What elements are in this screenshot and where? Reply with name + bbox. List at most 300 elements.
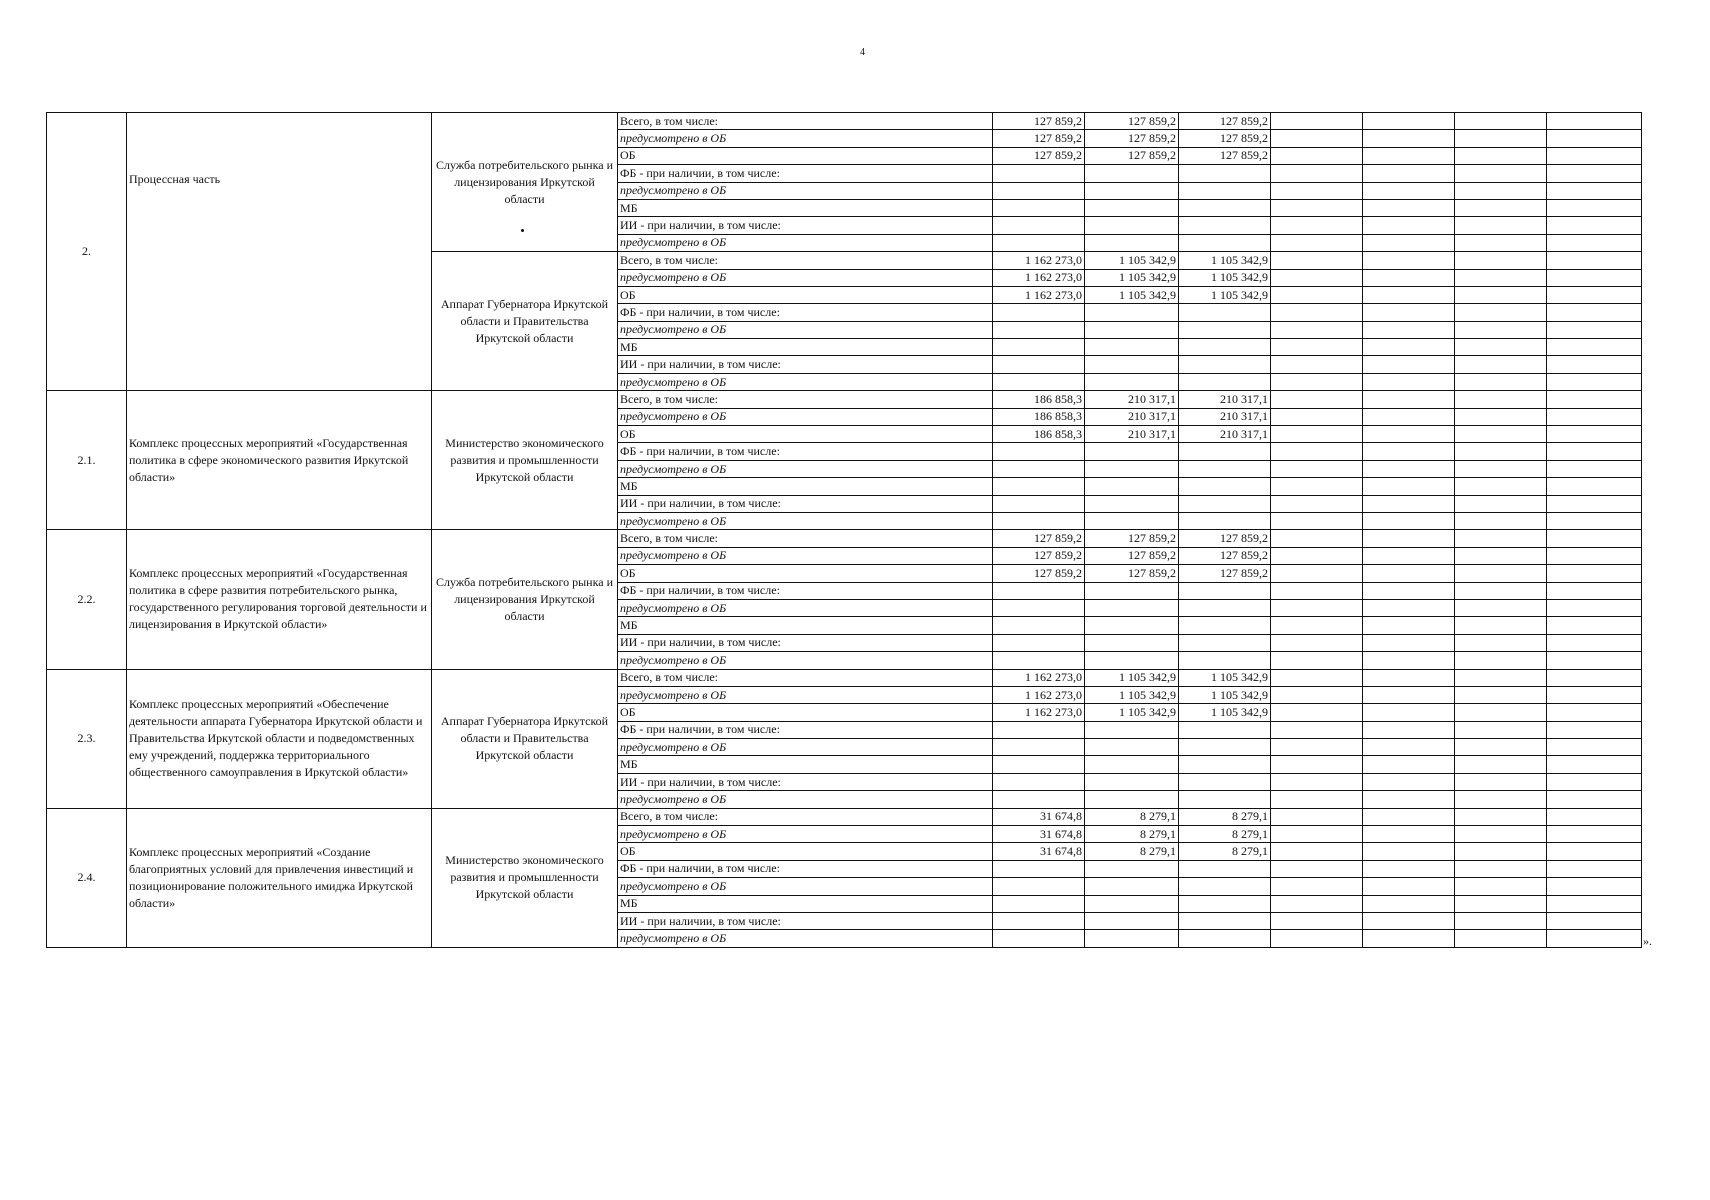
funding-source-label: предусмотрено в ОБ: [618, 460, 993, 477]
value-cell: [1085, 339, 1179, 356]
funding-source-label: предусмотрено в ОБ: [618, 547, 993, 564]
empty-cell: [1271, 304, 1363, 321]
empty-cell: [1455, 199, 1547, 216]
value-cell: [1179, 234, 1271, 251]
empty-cell: [1271, 356, 1363, 373]
value-cell: [1085, 165, 1179, 182]
funding-source-label: ФБ - при наличии, в том числе:: [618, 721, 993, 738]
value-cell: 8 279,1: [1085, 808, 1179, 825]
funding-source-label: МБ: [618, 617, 993, 634]
value-cell: 127 859,2: [993, 113, 1085, 130]
empty-cell: [1455, 895, 1547, 912]
empty-cell: [1455, 756, 1547, 773]
empty-cell: [1363, 878, 1455, 895]
value-cell: 1 105 342,9: [1179, 704, 1271, 721]
value-cell: [993, 878, 1085, 895]
empty-cell: [1271, 252, 1363, 269]
empty-cell: [1271, 860, 1363, 877]
empty-cell: [1547, 530, 1642, 547]
empty-cell: [1271, 756, 1363, 773]
table-row: [47, 530, 1642, 547]
value-cell: [1085, 617, 1179, 634]
empty-cell: [1455, 460, 1547, 477]
funding-source-label: Всего, в том числе:: [618, 391, 993, 408]
empty-cell: [1363, 617, 1455, 634]
empty-cell: [1271, 547, 1363, 564]
empty-cell: [1271, 669, 1363, 686]
empty-cell: [1547, 895, 1642, 912]
value-cell: 127 859,2: [1179, 113, 1271, 130]
value-cell: [1179, 478, 1271, 495]
empty-cell: [1547, 565, 1642, 582]
value-cell: [1179, 339, 1271, 356]
section-number: 2.: [47, 113, 127, 391]
empty-cell: [1547, 391, 1642, 408]
value-cell: 1 105 342,9: [1085, 252, 1179, 269]
value-cell: [1179, 304, 1271, 321]
value-cell: [1179, 356, 1271, 373]
executor-name: Служба потребительского рынка и лицензирования Иркутской области: [432, 530, 618, 669]
value-cell: 186 858,3: [993, 408, 1085, 425]
value-cell: [1085, 234, 1179, 251]
empty-cell: [1363, 512, 1455, 529]
value-cell: 8 279,1: [1085, 843, 1179, 860]
empty-cell: [1455, 252, 1547, 269]
value-cell: 127 859,2: [993, 147, 1085, 164]
value-cell: [993, 512, 1085, 529]
empty-cell: [1455, 669, 1547, 686]
empty-cell: [1455, 912, 1547, 929]
value-cell: [993, 199, 1085, 216]
funding-source-label: ОБ: [618, 843, 993, 860]
empty-cell: [1363, 843, 1455, 860]
empty-cell: [1455, 512, 1547, 529]
empty-cell: [1271, 912, 1363, 929]
empty-cell: [1363, 826, 1455, 843]
empty-cell: [1547, 443, 1642, 460]
value-cell: 1 105 342,9: [1085, 269, 1179, 286]
funding-source-label: ИИ - при наличии, в том числе:: [618, 773, 993, 790]
empty-cell: [1455, 373, 1547, 390]
empty-cell: [1455, 704, 1547, 721]
empty-cell: [1547, 930, 1642, 947]
value-cell: [993, 739, 1085, 756]
empty-cell: [1547, 599, 1642, 616]
funding-source-label: предусмотрено в ОБ: [618, 321, 993, 338]
funding-source-label: ОБ: [618, 704, 993, 721]
empty-cell: [1363, 565, 1455, 582]
empty-cell: [1363, 269, 1455, 286]
empty-cell: [1455, 547, 1547, 564]
value-cell: [1179, 878, 1271, 895]
empty-cell: [1547, 512, 1642, 529]
value-cell: 127 859,2: [1179, 565, 1271, 582]
empty-cell: [1455, 286, 1547, 303]
empty-cell: [1363, 460, 1455, 477]
value-cell: [1085, 478, 1179, 495]
empty-cell: [1271, 721, 1363, 738]
value-cell: 1 105 342,9: [1179, 252, 1271, 269]
empty-cell: [1363, 634, 1455, 651]
empty-cell: [1363, 165, 1455, 182]
funding-source-label: предусмотрено в ОБ: [618, 686, 993, 703]
funding-source-label: Всего, в том числе:: [618, 808, 993, 825]
value-cell: 1 162 273,0: [993, 704, 1085, 721]
empty-cell: [1363, 791, 1455, 808]
empty-cell: [1271, 182, 1363, 199]
funding-source-label: ОБ: [618, 426, 993, 443]
empty-cell: [1547, 478, 1642, 495]
empty-cell: [1547, 669, 1642, 686]
funding-source-label: предусмотрено в ОБ: [618, 512, 993, 529]
empty-cell: [1271, 426, 1363, 443]
empty-cell: [1455, 217, 1547, 234]
value-cell: [993, 582, 1085, 599]
value-cell: [993, 912, 1085, 929]
empty-cell: [1363, 860, 1455, 877]
empty-cell: [1547, 912, 1642, 929]
section-title: Комплекс процессных мероприятий «Государственная политика в сфере экономического развития Иркутской области»: [127, 391, 432, 530]
value-cell: [1179, 739, 1271, 756]
value-cell: 1 105 342,9: [1179, 686, 1271, 703]
value-cell: 1 105 342,9: [1179, 669, 1271, 686]
value-cell: [1179, 165, 1271, 182]
value-cell: [1179, 373, 1271, 390]
empty-cell: [1547, 791, 1642, 808]
empty-cell: [1363, 304, 1455, 321]
funding-source-label: Всего, в том числе:: [618, 252, 993, 269]
empty-cell: [1363, 182, 1455, 199]
table-row: [47, 113, 1642, 130]
section-number: 2.4.: [47, 808, 127, 947]
empty-cell: [1363, 669, 1455, 686]
empty-cell: [1271, 321, 1363, 338]
value-cell: [1085, 373, 1179, 390]
value-cell: 1 162 273,0: [993, 686, 1085, 703]
empty-cell: [1547, 147, 1642, 164]
value-cell: 127 859,2: [1085, 113, 1179, 130]
value-cell: [993, 617, 1085, 634]
empty-cell: [1271, 199, 1363, 216]
value-cell: [1085, 652, 1179, 669]
empty-cell: [1547, 339, 1642, 356]
empty-cell: [1271, 286, 1363, 303]
value-cell: 8 279,1: [1179, 826, 1271, 843]
empty-cell: [1547, 182, 1642, 199]
value-cell: 8 279,1: [1179, 808, 1271, 825]
value-cell: 210 317,1: [1085, 426, 1179, 443]
empty-cell: [1363, 530, 1455, 547]
empty-cell: [1547, 547, 1642, 564]
funding-source-label: Всего, в том числе:: [618, 113, 993, 130]
value-cell: [993, 652, 1085, 669]
value-cell: [1179, 460, 1271, 477]
executor-name: Министерство экономического развития и промышленности Иркутской области: [432, 808, 618, 947]
empty-cell: [1547, 739, 1642, 756]
value-cell: [1085, 599, 1179, 616]
empty-cell: [1363, 321, 1455, 338]
empty-cell: [1271, 895, 1363, 912]
closing-mark: ».: [1643, 934, 1652, 948]
empty-cell: [1363, 599, 1455, 616]
empty-cell: [1271, 617, 1363, 634]
empty-cell: [1455, 478, 1547, 495]
section-number: 2.2.: [47, 530, 127, 669]
value-cell: 186 858,3: [993, 391, 1085, 408]
value-cell: [1085, 217, 1179, 234]
empty-cell: [1455, 686, 1547, 703]
funding-source-label: МБ: [618, 339, 993, 356]
empty-cell: [1363, 756, 1455, 773]
empty-cell: [1363, 495, 1455, 512]
value-cell: [1085, 739, 1179, 756]
empty-cell: [1363, 252, 1455, 269]
empty-cell: [1271, 234, 1363, 251]
table-body: [47, 113, 1642, 948]
value-cell: 31 674,8: [993, 808, 1085, 825]
empty-cell: [1455, 617, 1547, 634]
empty-cell: [1271, 791, 1363, 808]
value-cell: 186 858,3: [993, 426, 1085, 443]
empty-cell: [1271, 930, 1363, 947]
value-cell: [993, 599, 1085, 616]
value-cell: [1085, 912, 1179, 929]
executor-name: Министерство экономического развития и промышленности Иркутской области: [432, 391, 618, 530]
empty-cell: [1363, 339, 1455, 356]
empty-cell: [1547, 756, 1642, 773]
empty-cell: [1547, 113, 1642, 130]
empty-cell: [1271, 165, 1363, 182]
value-cell: [1179, 321, 1271, 338]
empty-cell: [1363, 582, 1455, 599]
value-cell: [1085, 634, 1179, 651]
empty-cell: [1271, 512, 1363, 529]
value-cell: [1179, 495, 1271, 512]
empty-cell: [1455, 826, 1547, 843]
value-cell: 127 859,2: [1085, 530, 1179, 547]
funding-source-label: ОБ: [618, 147, 993, 164]
table-row: [47, 391, 1642, 408]
executor-name: Аппарат Губернатора Иркутской области и Правительства Иркутской области: [432, 252, 618, 391]
empty-cell: [1455, 773, 1547, 790]
empty-cell: [1363, 808, 1455, 825]
empty-cell: [1271, 686, 1363, 703]
empty-cell: [1271, 460, 1363, 477]
empty-cell: [1271, 826, 1363, 843]
value-cell: [1179, 895, 1271, 912]
empty-cell: [1547, 860, 1642, 877]
budget-table: [46, 112, 1642, 948]
funding-source-label: МБ: [618, 756, 993, 773]
empty-cell: [1547, 321, 1642, 338]
empty-cell: [1271, 495, 1363, 512]
empty-cell: [1363, 234, 1455, 251]
value-cell: [993, 321, 1085, 338]
empty-cell: [1455, 634, 1547, 651]
empty-cell: [1363, 739, 1455, 756]
section-number: 2.3.: [47, 669, 127, 808]
empty-cell: [1547, 426, 1642, 443]
value-cell: 1 105 342,9: [1085, 669, 1179, 686]
section-title: Комплекс процессных мероприятий «Обеспечение деятельности аппарата Губернатора Иркутской области и Правительства Иркутской области и подведомственных ему учреждений, поддержка территориального общественного самоуправления в Иркутской области»: [127, 669, 432, 808]
empty-cell: [1271, 147, 1363, 164]
empty-cell: [1455, 408, 1547, 425]
funding-source-label: предусмотрено в ОБ: [618, 878, 993, 895]
funding-source-label: предусмотрено в ОБ: [618, 373, 993, 390]
empty-cell: [1271, 530, 1363, 547]
executor-name: Аппарат Губернатора Иркутской области и Правительства Иркутской области: [432, 669, 618, 808]
value-cell: [993, 634, 1085, 651]
funding-source-label: ИИ - при наличии, в том числе:: [618, 217, 993, 234]
empty-cell: [1455, 582, 1547, 599]
value-cell: [1179, 773, 1271, 790]
value-cell: [1085, 756, 1179, 773]
value-cell: 127 859,2: [1179, 130, 1271, 147]
value-cell: 1 105 342,9: [1179, 269, 1271, 286]
empty-cell: [1363, 286, 1455, 303]
funding-source-label: предусмотрено в ОБ: [618, 269, 993, 286]
value-cell: [993, 930, 1085, 947]
value-cell: 1 162 273,0: [993, 252, 1085, 269]
section-number: 2.1.: [47, 391, 127, 530]
value-cell: [993, 356, 1085, 373]
value-cell: [1085, 443, 1179, 460]
empty-cell: [1455, 113, 1547, 130]
empty-cell: [1363, 547, 1455, 564]
value-cell: [1179, 756, 1271, 773]
empty-cell: [1547, 617, 1642, 634]
funding-source-label: ФБ - при наличии, в том числе:: [618, 582, 993, 599]
empty-cell: [1271, 565, 1363, 582]
empty-cell: [1363, 704, 1455, 721]
value-cell: [1179, 199, 1271, 216]
empty-cell: [1363, 356, 1455, 373]
section-title: Комплекс процессных мероприятий «Создание благоприятных условий для привлечения инвестиций и позиционирование положительного имиджа Иркутской области»: [127, 808, 432, 947]
funding-source-label: предусмотрено в ОБ: [618, 652, 993, 669]
empty-cell: [1455, 860, 1547, 877]
table-row: [47, 669, 1642, 686]
empty-cell: [1271, 391, 1363, 408]
value-cell: 210 317,1: [1179, 391, 1271, 408]
empty-cell: [1547, 686, 1642, 703]
value-cell: [993, 373, 1085, 390]
empty-cell: [1455, 930, 1547, 947]
empty-cell: [1455, 530, 1547, 547]
empty-cell: [1271, 843, 1363, 860]
empty-cell: [1271, 478, 1363, 495]
value-cell: [1085, 773, 1179, 790]
empty-cell: [1547, 165, 1642, 182]
empty-cell: [1455, 652, 1547, 669]
empty-cell: [1455, 130, 1547, 147]
empty-cell: [1363, 721, 1455, 738]
empty-cell: [1547, 408, 1642, 425]
value-cell: 127 859,2: [993, 530, 1085, 547]
value-cell: 1 162 273,0: [993, 286, 1085, 303]
empty-cell: [1271, 269, 1363, 286]
value-cell: [1179, 582, 1271, 599]
value-cell: [1179, 217, 1271, 234]
value-cell: [993, 339, 1085, 356]
table-row: [47, 808, 1642, 825]
value-cell: [1179, 912, 1271, 929]
empty-cell: [1363, 478, 1455, 495]
value-cell: 1 105 342,9: [1085, 704, 1179, 721]
empty-cell: [1271, 652, 1363, 669]
value-cell: [1179, 182, 1271, 199]
empty-cell: [1271, 634, 1363, 651]
value-cell: [993, 234, 1085, 251]
section-title: Процессная часть: [127, 113, 432, 391]
funding-source-label: ФБ - при наличии, в том числе:: [618, 304, 993, 321]
empty-cell: [1363, 199, 1455, 216]
value-cell: 127 859,2: [1085, 147, 1179, 164]
empty-cell: [1363, 408, 1455, 425]
value-cell: [1085, 860, 1179, 877]
value-cell: [993, 165, 1085, 182]
empty-cell: [1363, 652, 1455, 669]
empty-cell: [1271, 878, 1363, 895]
value-cell: [993, 495, 1085, 512]
empty-cell: [1455, 791, 1547, 808]
value-cell: 1 162 273,0: [993, 669, 1085, 686]
empty-cell: [1271, 130, 1363, 147]
section-title: Комплекс процессных мероприятий «Государственная политика в сфере развития потребительского рынка, государственного регулирования торговой деятельности и лицензирования в Иркутской области»: [127, 530, 432, 669]
value-cell: 31 674,8: [993, 843, 1085, 860]
empty-cell: [1271, 808, 1363, 825]
empty-cell: [1547, 286, 1642, 303]
empty-cell: [1547, 130, 1642, 147]
funding-source-label: ОБ: [618, 286, 993, 303]
value-cell: [1179, 791, 1271, 808]
value-cell: 127 859,2: [993, 547, 1085, 564]
empty-cell: [1455, 339, 1547, 356]
value-cell: 1 105 342,9: [1085, 686, 1179, 703]
empty-cell: [1455, 426, 1547, 443]
value-cell: 1 105 342,9: [1085, 286, 1179, 303]
value-cell: [1085, 930, 1179, 947]
value-cell: 8 279,1: [1085, 826, 1179, 843]
value-cell: [1085, 878, 1179, 895]
empty-cell: [1547, 704, 1642, 721]
empty-cell: [1547, 721, 1642, 738]
value-cell: [993, 721, 1085, 738]
empty-cell: [1547, 304, 1642, 321]
value-cell: [993, 791, 1085, 808]
empty-cell: [1271, 373, 1363, 390]
value-cell: 210 317,1: [1179, 426, 1271, 443]
empty-cell: [1455, 599, 1547, 616]
empty-cell: [1455, 878, 1547, 895]
empty-cell: [1363, 930, 1455, 947]
value-cell: 127 859,2: [1179, 147, 1271, 164]
value-cell: [1179, 512, 1271, 529]
funding-source-label: ОБ: [618, 565, 993, 582]
empty-cell: [1363, 373, 1455, 390]
empty-cell: [1547, 495, 1642, 512]
funding-source-label: ФБ - при наличии, в том числе:: [618, 165, 993, 182]
value-cell: [993, 460, 1085, 477]
empty-cell: [1455, 182, 1547, 199]
value-cell: [993, 443, 1085, 460]
value-cell: 210 317,1: [1085, 408, 1179, 425]
value-cell: 127 859,2: [993, 130, 1085, 147]
funding-source-label: предусмотрено в ОБ: [618, 182, 993, 199]
value-cell: [1179, 617, 1271, 634]
empty-cell: [1547, 373, 1642, 390]
value-cell: [1179, 599, 1271, 616]
empty-cell: [1271, 739, 1363, 756]
